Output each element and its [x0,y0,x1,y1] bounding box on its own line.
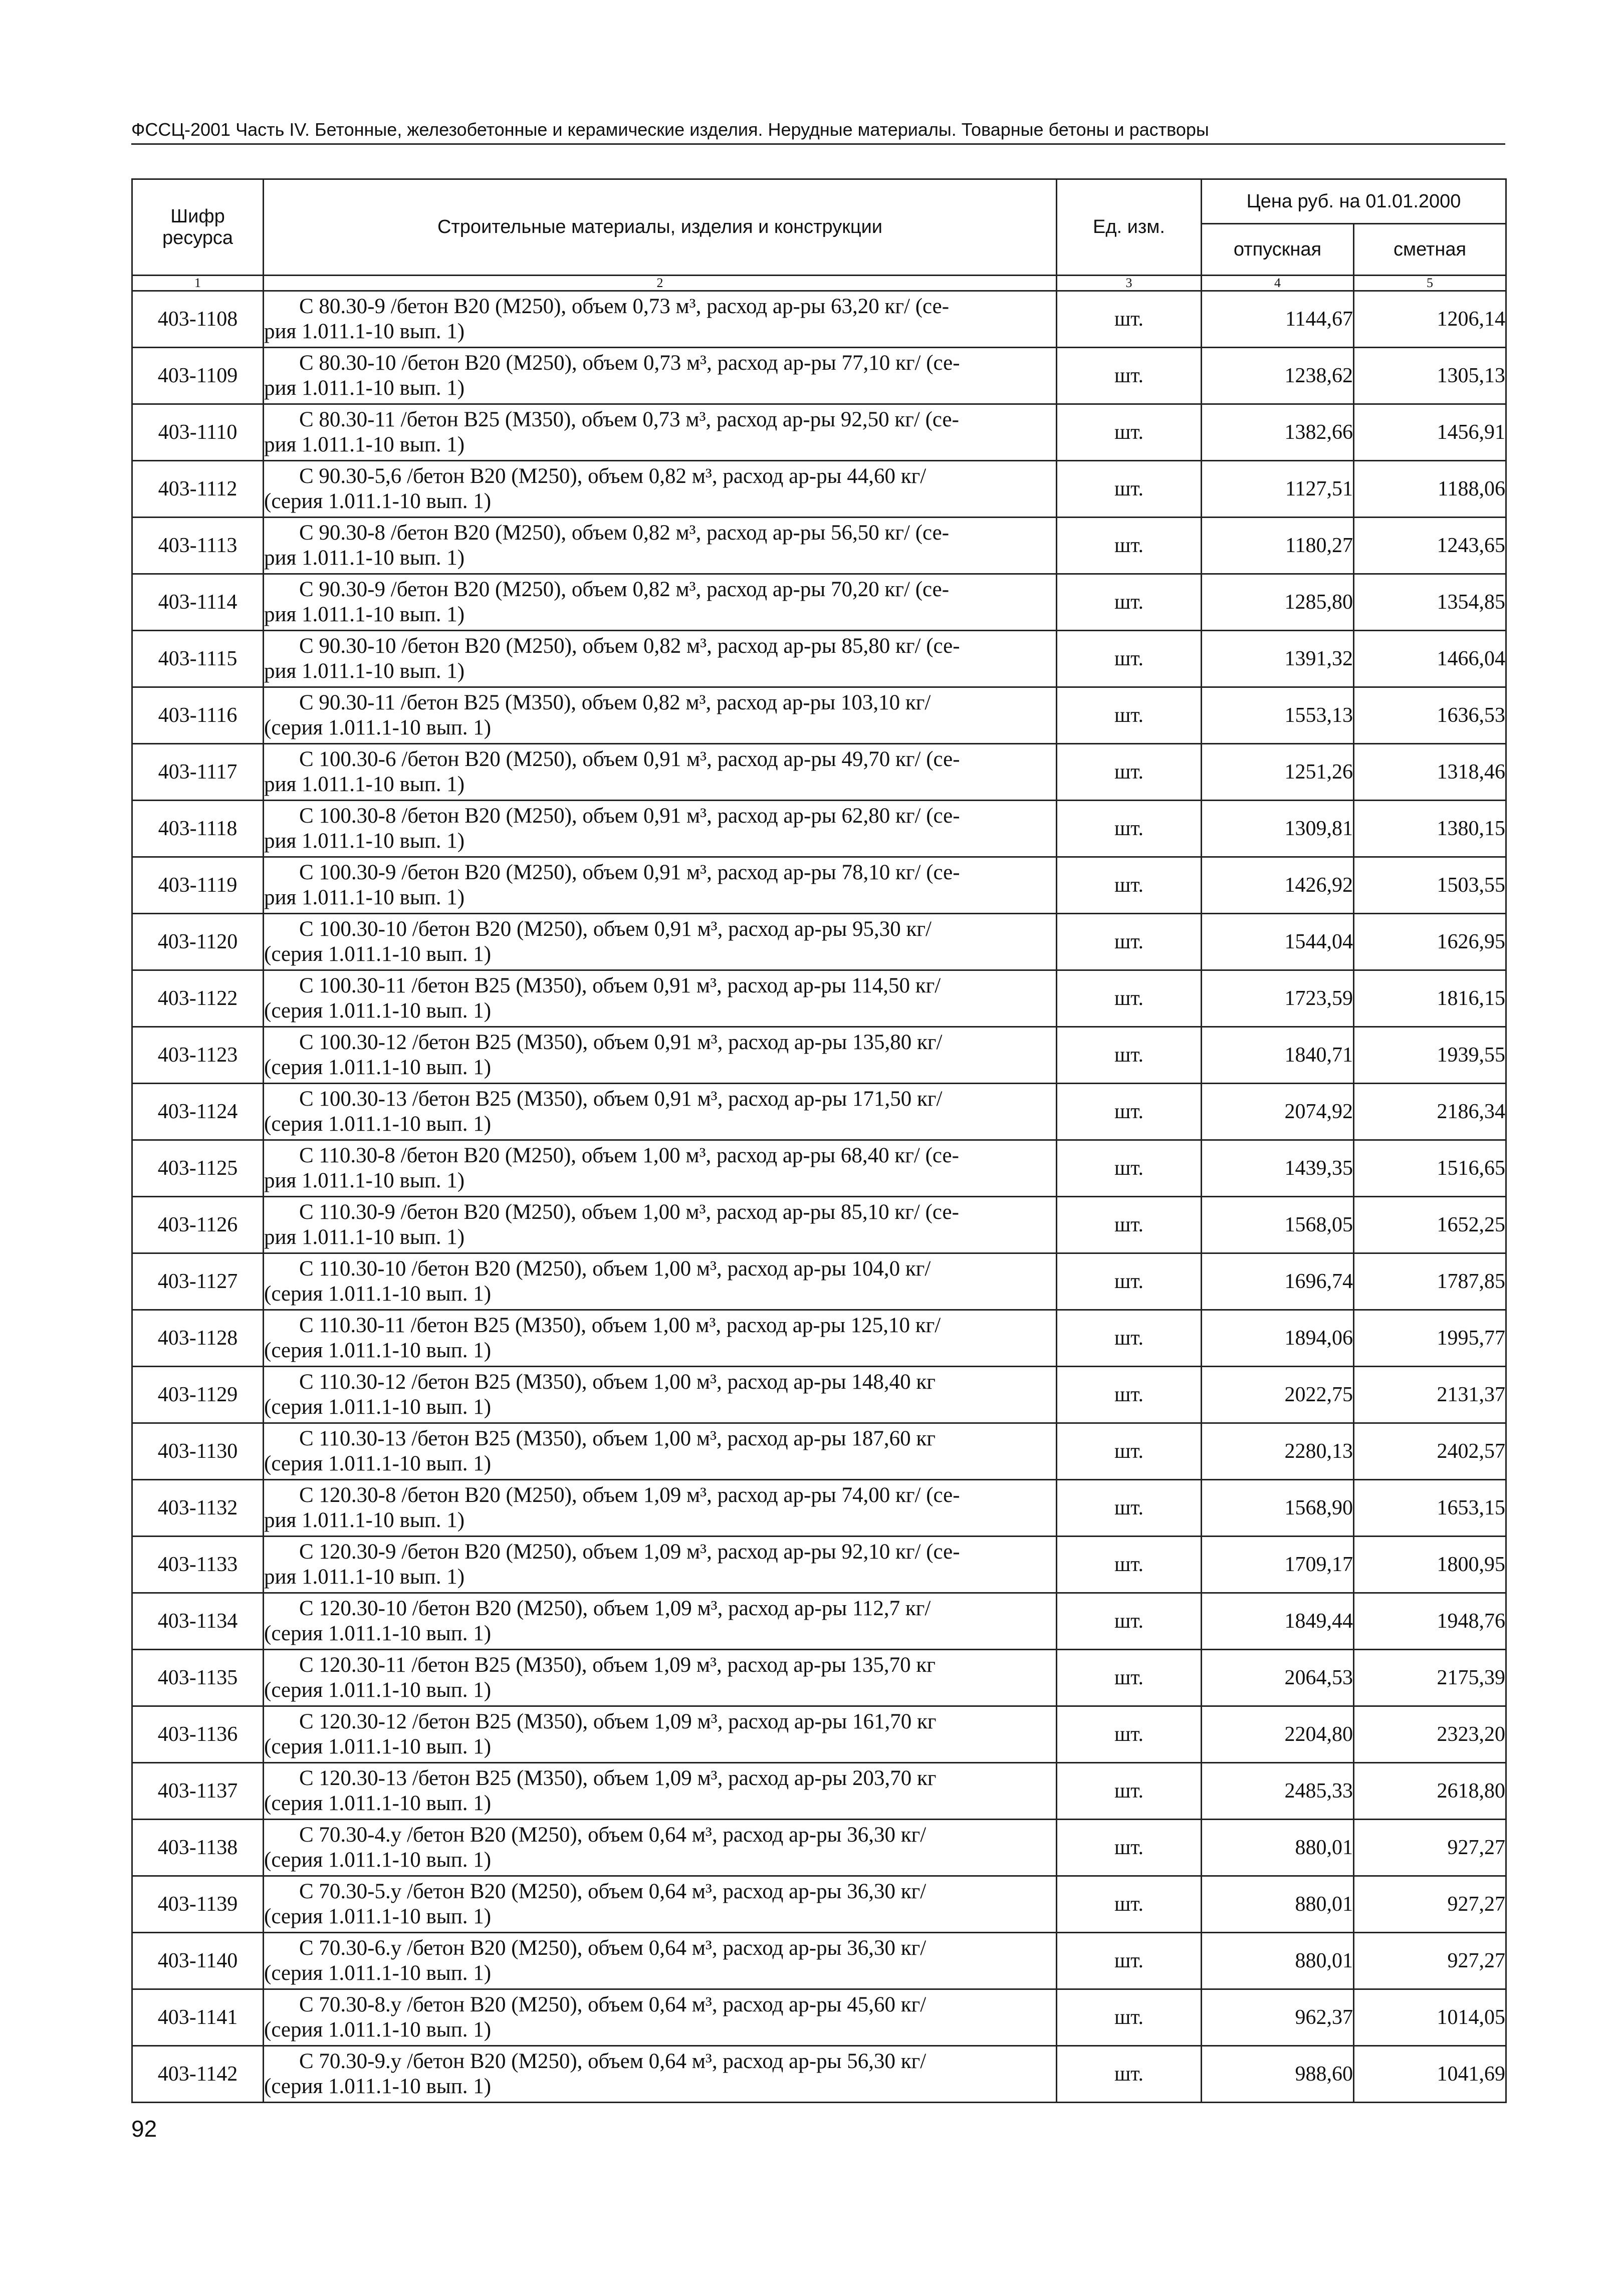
release-price: 962,37 [1202,1989,1354,2046]
material-name-line1: С 80.30-11 /бетон В25 (М350), объем 0,73 м³, расход ар-ры 92,50 кг/ (се- [299,408,959,431]
release-price: 2074,92 [1202,1084,1354,1140]
table-row [132,1084,1506,1140]
material-name-line1: С 70.30-8.у /бетон В20 (М250), объем 0,64 м³, расход ар-ры 45,60 кг/ [299,1993,927,2016]
material-name [264,857,1057,914]
estimate-price: 1456,91 [1354,404,1506,461]
resource-code: 403-1132 [132,1480,264,1537]
material-name [264,744,1057,801]
material-name-line2: рия 1.011.1-10 вып. 1) [264,1169,465,1192]
material-name [264,1084,1057,1140]
material-name [264,970,1057,1027]
resource-code: 403-1120 [132,914,264,970]
unit: шт. [1057,857,1202,914]
material-name-line1: С 120.30-11 /бетон В25 (М350), объем 1,09 м³, расход ар-ры 135,70 кг [299,1653,936,1677]
resource-code: 403-1139 [132,1876,264,1933]
material-name-line2: (серия 1.011.1-10 вып. 1) [264,942,492,966]
resource-code: 403-1118 [132,801,264,857]
material-name-line2: (серия 1.011.1-10 вып. 1) [264,1905,492,1928]
material-name-line2: рия 1.011.1-10 вып. 1) [264,1565,465,1589]
release-price: 880,01 [1202,1876,1354,1933]
material-name-line1: С 110.30-12 /бетон В25 (М350), объем 1,00 м³, расход ар-ры 148,40 кг [299,1370,936,1394]
material-name-line2: рия 1.011.1-10 вып. 1) [264,603,465,626]
estimate-price: 1188,06 [1354,461,1506,518]
estimate-price: 1380,15 [1354,801,1506,857]
unit: шт. [1057,1933,1202,1989]
unit: шт. [1057,404,1202,461]
material-name-line2: (серия 1.011.1-10 вып. 1) [264,999,492,1023]
material-name-line2: (серия 1.011.1-10 вып. 1) [264,1282,492,1306]
table-row [132,914,1506,970]
material-name [264,1933,1057,1989]
material-name-line1: С 110.30-9 /бетон В20 (М250), объем 1,00 м³, расход ар-ры 85,10 кг/ (се- [299,1200,959,1224]
release-price: 1180,27 [1202,518,1354,574]
resource-code: 403-1125 [132,1140,264,1197]
estimate-price: 2175,39 [1354,1650,1506,1706]
table-row [132,801,1506,857]
table-row [132,1253,1506,1310]
resource-code: 403-1133 [132,1537,264,1593]
material-name-line1: С 70.30-6.у /бетон В20 (М250), объем 0,64 м³, расход ар-ры 36,30 кг/ [299,1936,927,1960]
estimate-price: 1800,95 [1354,1537,1506,1593]
material-name-line2: рия 1.011.1-10 вып. 1) [264,886,465,909]
table-row [132,1820,1506,1876]
material-name-line1: С 70.30-9.у /бетон В20 (М250), объем 0,64 м³, расход ар-ры 56,30 кг/ [299,2050,927,2073]
column-number: 4 [1202,276,1354,291]
material-name [264,1876,1057,1933]
release-price: 880,01 [1202,1820,1354,1876]
unit: шт. [1057,1140,1202,1197]
material-name [264,1989,1057,2046]
release-price: 1568,05 [1202,1197,1354,1253]
material-name-line1: С 80.30-10 /бетон В20 (М250), объем 0,73 м³, расход ар-ры 77,10 кг/ (се- [299,351,960,375]
unit: шт. [1057,1367,1202,1423]
resource-code: 403-1109 [132,348,264,404]
material-name-line1: С 100.30-8 /бетон В20 (М250), объем 0,91 м³, расход ар-ры 62,80 кг/ (се- [299,804,960,828]
estimate-price: 1305,13 [1354,348,1506,404]
material-name-line1: С 90.30-11 /бетон В25 (М350), объем 0,82 м³, расход ар-ры 103,10 кг/ [299,691,931,714]
table-row [132,348,1506,404]
material-name [264,1310,1057,1367]
material-name-line2: рия 1.011.1-10 вып. 1) [264,376,465,400]
unit: шт. [1057,1650,1202,1706]
material-name [264,1650,1057,1706]
material-name-line2: (серия 1.011.1-10 вып. 1) [264,1452,492,1475]
release-price: 1696,74 [1202,1253,1354,1310]
material-name-line1: С 100.30-13 /бетон В25 (М350), объем 0,91 м³, расход ар-ры 171,50 кг/ [299,1087,943,1111]
release-price: 1285,80 [1202,574,1354,631]
release-price: 1723,59 [1202,970,1354,1027]
material-name [264,404,1057,461]
material-name-line2: рия 1.011.1-10 вып. 1) [264,320,465,343]
estimate-price: 1816,15 [1354,970,1506,1027]
table-row [132,404,1506,461]
release-price: 2485,33 [1202,1763,1354,1820]
unit: шт. [1057,1253,1202,1310]
material-name-line1: С 90.30-5,6 /бетон В20 (М250), объем 0,82 м³, расход ар-ры 44,60 кг/ [299,464,927,488]
material-name-line1: С 110.30-11 /бетон В25 (М350), объем 1,00 м³, расход ар-ры 125,10 кг/ [299,1314,941,1337]
column-header-name: Строительные материалы, изделия и конструкции [264,179,1057,276]
unit: шт. [1057,1084,1202,1140]
unit: шт. [1057,970,1202,1027]
material-name-line2: рия 1.011.1-10 вып. 1) [264,829,465,853]
release-price: 1894,06 [1202,1310,1354,1367]
resource-code: 403-1129 [132,1367,264,1423]
release-price: 2064,53 [1202,1650,1354,1706]
material-name [264,1480,1057,1537]
material-name-line2: (серия 1.011.1-10 вып. 1) [264,1056,492,1079]
material-name-line1: С 90.30-9 /бетон В20 (М250), объем 0,82 м³, расход ар-ры 70,20 кг/ (се- [299,578,950,601]
table-row [132,1593,1506,1650]
material-name-line2: (серия 1.011.1-10 вып. 1) [264,1622,492,1645]
unit: шт. [1057,1763,1202,1820]
material-name [264,518,1057,574]
estimate-price: 1636,53 [1354,687,1506,744]
release-price: 1849,44 [1202,1593,1354,1650]
material-name-line2: (серия 1.011.1-10 вып. 1) [264,1339,492,1362]
release-price: 1391,32 [1202,631,1354,687]
resource-code: 403-1108 [132,291,264,348]
material-name [264,1367,1057,1423]
material-name-line2: (серия 1.011.1-10 вып. 1) [264,1678,492,1702]
table-row [132,2046,1506,2103]
resource-code: 403-1135 [132,1650,264,1706]
unit: шт. [1057,1027,1202,1084]
estimate-price: 1787,85 [1354,1253,1506,1310]
material-name-line2: (серия 1.011.1-10 вып. 1) [264,2018,492,2042]
release-price: 988,60 [1202,2046,1354,2103]
estimate-price: 927,27 [1354,1820,1506,1876]
estimate-price: 1206,14 [1354,291,1506,348]
material-name [264,574,1057,631]
table-row [132,1480,1506,1537]
material-name [264,291,1057,348]
material-name-line2: рия 1.011.1-10 вып. 1) [264,546,465,570]
material-name-line1: С 120.30-13 /бетон В25 (М350), объем 1,09 м³, расход ар-ры 203,70 кг [299,1766,937,1790]
estimate-price: 2323,20 [1354,1706,1506,1763]
resource-code: 403-1122 [132,970,264,1027]
estimate-price: 1466,04 [1354,631,1506,687]
release-price: 1251,26 [1202,744,1354,801]
release-price: 1309,81 [1202,801,1354,857]
table-row [132,687,1506,744]
estimate-price: 2186,34 [1354,1084,1506,1140]
material-name-line1: С 90.30-8 /бетон В20 (М250), объем 0,82 м³, расход ар-ры 56,50 кг/ (се- [299,521,950,545]
unit: шт. [1057,291,1202,348]
resource-code: 403-1137 [132,1763,264,1820]
estimate-price: 1516,65 [1354,1140,1506,1197]
resource-code: 403-1110 [132,404,264,461]
unit: шт. [1057,461,1202,518]
material-name-line1: С 110.30-10 /бетон В20 (М250), объем 1,00 м³, расход ар-ры 104,0 кг/ [299,1257,931,1281]
material-name [264,801,1057,857]
unit: шт. [1057,2046,1202,2103]
estimate-price: 2402,57 [1354,1423,1506,1480]
material-name-line2: рия 1.011.1-10 вып. 1) [264,1508,465,1532]
unit: шт. [1057,1706,1202,1763]
resource-code: 403-1115 [132,631,264,687]
release-price: 1439,35 [1202,1140,1354,1197]
resource-code: 403-1127 [132,1253,264,1310]
table-row [132,291,1506,348]
unit: шт. [1057,1537,1202,1593]
material-name-line1: С 110.30-13 /бетон В25 (М350), объем 1,00 м³, расход ар-ры 187,60 кг [299,1427,936,1450]
resource-code: 403-1126 [132,1197,264,1253]
table-row [132,857,1506,914]
material-name-line2: (серия 1.011.1-10 вып. 1) [264,1792,492,1815]
unit: шт. [1057,518,1202,574]
table-row [132,1650,1506,1706]
table-row [132,1706,1506,1763]
resource-code: 403-1114 [132,574,264,631]
column-number: 5 [1354,276,1506,291]
resource-code: 403-1136 [132,1706,264,1763]
estimate-price: 2131,37 [1354,1367,1506,1423]
table-row [132,1197,1506,1253]
unit: шт. [1057,1593,1202,1650]
column-number: 2 [264,276,1057,291]
resource-code: 403-1119 [132,857,264,914]
page-number: 92 [131,2116,157,2142]
release-price: 880,01 [1202,1933,1354,1989]
unit: шт. [1057,1480,1202,1537]
estimate-price: 1939,55 [1354,1027,1506,1084]
material-name-line2: (серия 1.011.1-10 вып. 1) [264,1112,492,1136]
resource-code: 403-1142 [132,2046,264,2103]
estimate-price: 1626,95 [1354,914,1506,970]
release-price: 2204,80 [1202,1706,1354,1763]
resource-code: 403-1130 [132,1423,264,1480]
material-name-line2: (серия 1.011.1-10 вып. 1) [264,716,492,739]
material-name-line2: (серия 1.011.1-10 вып. 1) [264,1961,492,1985]
material-name [264,2046,1057,2103]
table-row [132,631,1506,687]
material-name [264,631,1057,687]
unit: шт. [1057,1820,1202,1876]
material-name-line1: С 100.30-12 /бетон В25 (М350), объем 0,91 м³, расход ар-ры 135,80 кг/ [299,1031,943,1054]
table-row [132,970,1506,1027]
material-name-line1: С 100.30-6 /бетон В20 (М250), объем 0,91 м³, расход ар-ры 49,70 кг/ (се- [299,747,960,771]
column-number: 1 [132,276,264,291]
table-row [132,1367,1506,1423]
table-row [132,744,1506,801]
material-name [264,1593,1057,1650]
price-table [131,178,1507,2103]
resource-code: 403-1116 [132,687,264,744]
estimate-price: 1503,55 [1354,857,1506,914]
release-price: 1544,04 [1202,914,1354,970]
material-name [264,914,1057,970]
estimate-price: 1652,25 [1354,1197,1506,1253]
release-price: 1127,51 [1202,461,1354,518]
release-price: 1382,66 [1202,404,1354,461]
estimate-price: 1041,69 [1354,2046,1506,2103]
column-header-release-price: отпускная [1202,224,1354,276]
table-row [132,1876,1506,1933]
unit: шт. [1057,1197,1202,1253]
resource-code: 403-1117 [132,744,264,801]
unit: шт. [1057,1989,1202,2046]
resource-code: 403-1113 [132,518,264,574]
material-name-line2: (серия 1.011.1-10 вып. 1) [264,489,492,513]
resource-code: 403-1138 [132,1820,264,1876]
estimate-price: 1014,05 [1354,1989,1506,2046]
estimate-price: 927,27 [1354,1876,1506,1933]
table-row [132,574,1506,631]
column-header-price-group: Цена руб. на 01.01.2000 [1202,179,1506,224]
material-name-line1: С 100.30-10 /бетон В20 (М250), объем 0,91 м³, расход ар-ры 95,30 кг/ [299,917,932,941]
release-price: 1426,92 [1202,857,1354,914]
material-name-line2: (серия 1.011.1-10 вып. 1) [264,1395,492,1419]
release-price: 1568,90 [1202,1480,1354,1537]
resource-code: 403-1124 [132,1084,264,1140]
resource-code: 403-1128 [132,1310,264,1367]
estimate-price: 1354,85 [1354,574,1506,631]
table-row [132,1140,1506,1197]
unit: шт. [1057,348,1202,404]
release-price: 1709,17 [1202,1537,1354,1593]
table-row [132,1763,1506,1820]
material-name-line1: С 120.30-9 /бетон В20 (М250), объем 1,09 м³, расход ар-ры 92,10 кг/ (се- [299,1540,960,1564]
material-name [264,1253,1057,1310]
unit: шт. [1057,1310,1202,1367]
material-name-line1: С 70.30-4.у /бетон В20 (М250), объем 0,64 м³, расход ар-ры 36,30 кг/ [299,1823,927,1847]
material-name [264,687,1057,744]
resource-code: 403-1112 [132,461,264,518]
material-name-line2: рия 1.011.1-10 вып. 1) [264,659,465,683]
material-name-line1: С 100.30-11 /бетон В25 (М350), объем 0,91 м³, расход ар-ры 114,50 кг/ [299,974,941,997]
estimate-price: 1243,65 [1354,518,1506,574]
material-name [264,1140,1057,1197]
material-name-line1: С 80.30-9 /бетон В20 (М250), объем 0,73 м³, расход ар-ры 63,20 кг/ (се- [299,295,950,318]
table-row [132,1423,1506,1480]
table-row [132,1537,1506,1593]
estimate-price: 1653,15 [1354,1480,1506,1537]
estimate-price: 2618,80 [1354,1763,1506,1820]
material-name-line1: С 70.30-5.у /бетон В20 (М250), объем 0,64 м³, расход ар-ры 36,30 кг/ [299,1880,927,1903]
unit: шт. [1057,574,1202,631]
release-price: 1553,13 [1202,687,1354,744]
material-name [264,1763,1057,1820]
page-header: ФССЦ-2001 Часть IV. Бетонные, железобетонные и керамические изделия. Нерудные материалы. Товарные бетоны и растворы [131,119,1505,145]
table-row [132,1027,1506,1084]
material-name-line2: рия 1.011.1-10 вып. 1) [264,773,465,796]
material-name-line2: рия 1.011.1-10 вып. 1) [264,1225,465,1249]
table-row [132,1310,1506,1367]
material-name-line1: С 110.30-8 /бетон В20 (М250), объем 1,00 м³, расход ар-ры 68,40 кг/ (се- [299,1144,959,1167]
unit: шт. [1057,1876,1202,1933]
column-header-unit: Ед. изм. [1057,179,1202,276]
release-price: 1144,67 [1202,291,1354,348]
resource-code: 403-1141 [132,1989,264,2046]
unit: шт. [1057,744,1202,801]
estimate-price: 927,27 [1354,1933,1506,1989]
material-name [264,348,1057,404]
material-name-line2: (серия 1.011.1-10 вып. 1) [264,2075,492,2098]
unit: шт. [1057,631,1202,687]
table-row [132,1933,1506,1989]
table-row [132,518,1506,574]
material-name-line1: С 120.30-12 /бетон В25 (М350), объем 1,09 м³, расход ар-ры 161,70 кг [299,1710,937,1733]
table-row [132,1989,1506,2046]
table-row [132,461,1506,518]
release-price: 2280,13 [1202,1423,1354,1480]
material-name-line2: рия 1.011.1-10 вып. 1) [264,433,465,456]
material-name [264,1027,1057,1084]
release-price: 1840,71 [1202,1027,1354,1084]
unit: шт. [1057,801,1202,857]
material-name [264,1820,1057,1876]
unit: шт. [1057,1423,1202,1480]
unit: шт. [1057,687,1202,744]
resource-code: 403-1134 [132,1593,264,1650]
estimate-price: 1948,76 [1354,1593,1506,1650]
estimate-price: 1995,77 [1354,1310,1506,1367]
column-number: 3 [1057,276,1202,291]
material-name-line2: (серия 1.011.1-10 вып. 1) [264,1735,492,1758]
material-name [264,461,1057,518]
material-name [264,1423,1057,1480]
release-price: 1238,62 [1202,348,1354,404]
material-name [264,1537,1057,1593]
estimate-price: 1318,46 [1354,744,1506,801]
column-header-code: Шифр ресурса [132,179,264,276]
unit: шт. [1057,914,1202,970]
table-body [132,291,1506,2103]
release-price: 2022,75 [1202,1367,1354,1423]
material-name-line1: С 120.30-8 /бетон В20 (М250), объем 1,09 м³, расход ар-ры 74,00 кг/ (се- [299,1483,960,1507]
column-header-estimate-price: сметная [1354,224,1506,276]
material-name-line1: С 90.30-10 /бетон В20 (М250), объем 0,82 м³, расход ар-ры 85,80 кг/ (се- [299,634,960,658]
material-name-line1: С 100.30-9 /бетон В20 (М250), объем 0,91 м³, расход ар-ры 78,10 кг/ (се- [299,861,960,884]
material-name-line1: С 120.30-10 /бетон В20 (М250), объем 1,09 м³, расход ар-ры 112,7 кг/ [299,1597,931,1620]
resource-code: 403-1140 [132,1933,264,1989]
resource-code: 403-1123 [132,1027,264,1084]
material-name [264,1706,1057,1763]
material-name-line2: (серия 1.011.1-10 вып. 1) [264,1848,492,1872]
material-name [264,1197,1057,1253]
